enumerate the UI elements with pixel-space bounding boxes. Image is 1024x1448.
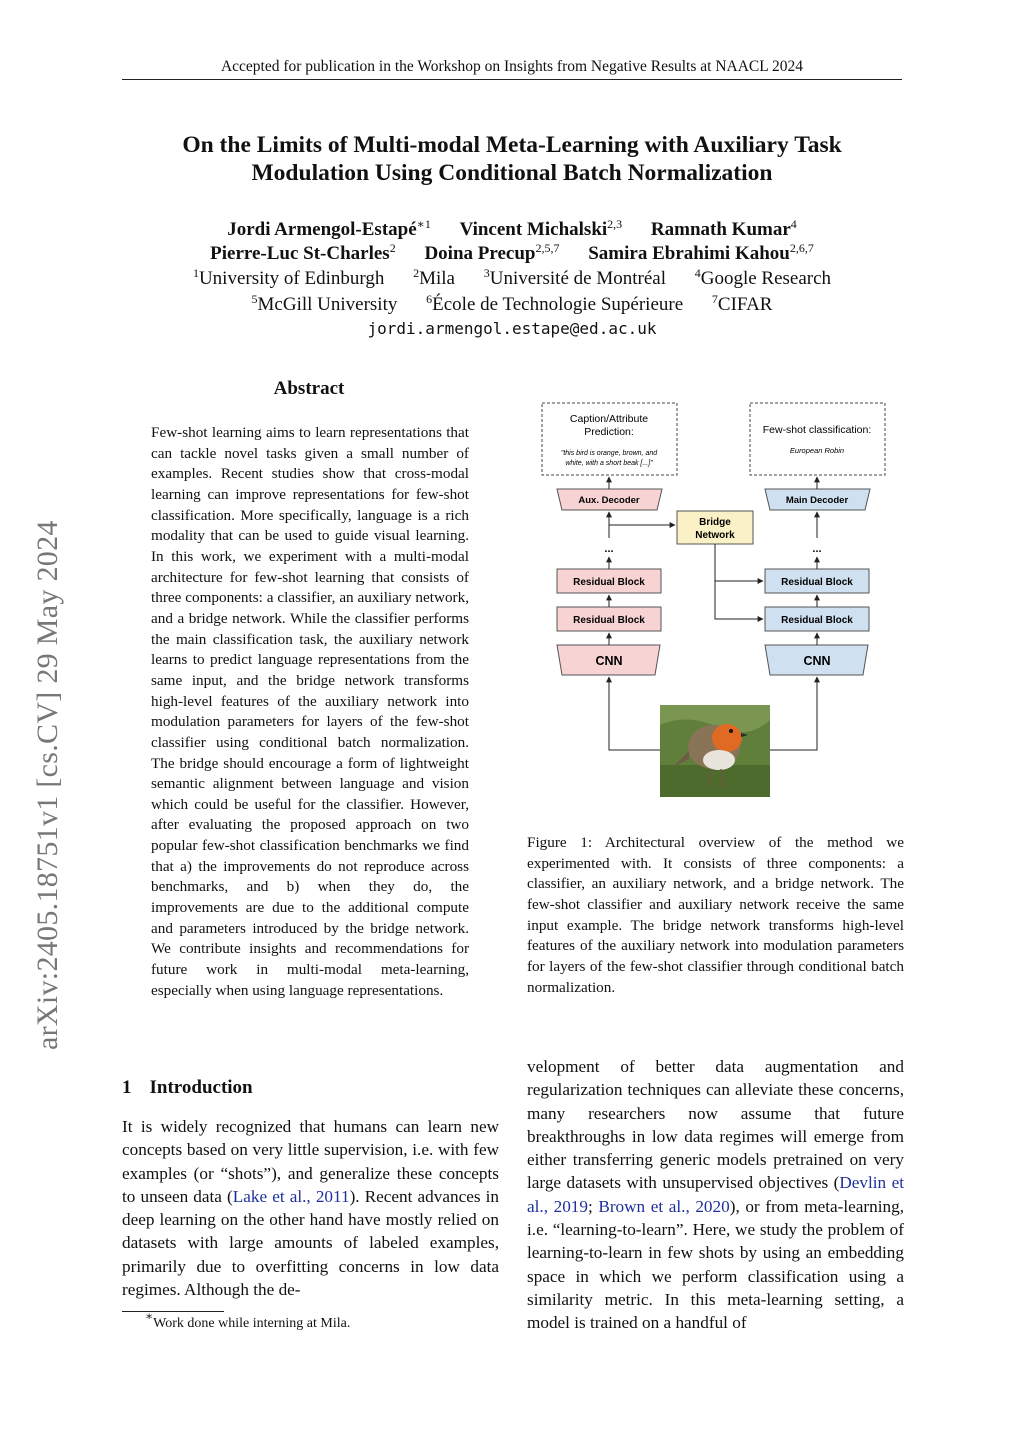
residual-block-label: Residual Block (573, 615, 645, 626)
bridge-label-1: Bridge (699, 517, 731, 528)
intro-paragraph-left: It is widely recognized that humans can learn new concepts based on very little supervision, i.e. with few examples (or “shots”), and generalize these concepts to unseen data (Lake et al., 2011). Recent advances in deep learning on the other hand have mostly relied on datasets with large amounts of labeled examples, primarily due to overfitting concerns in low data regimes. Although the de- (122, 1117, 499, 1300)
footnote-text: Work done while interning at Mila. (153, 1316, 351, 1331)
author: Vincent Michalski$^{2,3}$ (459, 217, 623, 240)
cnn-label: CNN (595, 654, 623, 668)
footnote-mark: ∗ (145, 1309, 154, 1323)
author-line-2 (122, 243, 902, 265)
affiliation: $^1$University of Edinburgh (192, 266, 385, 289)
venue-line: Accepted for publication in the Workshop on Insights from Negative Results at NAACL 2024 (220, 58, 804, 75)
citation-link[interactable]: Brown et al., 2020 (598, 1196, 730, 1216)
section-title: Introduction (149, 1077, 253, 1098)
caption-quote-line-1: "this bird is orange, brown, and (560, 450, 658, 457)
contact-email[interactable]: jordi.armengol.estape@ed.ac.uk (367, 319, 657, 338)
caption-prediction-title-1: Caption/Attribute (569, 413, 649, 425)
abstract-text: Few-shot learning aims to learn representations that can tackle novel tasks given a small number of examples. Recent studies show that cross-modal learning can improve representations for few-shot classification. More specifically, language is a rich modality that can be used to guide visual learning. In this work, we experiment with a multi-modal architecture for few-shot learning that consists of three components: a classifier, an auxiliary network, and a bridge network. While the classifier performs the main classification task, the auxiliary network learns to predict language representations from the same input, and the bridge network transforms high-level features of the auxiliary network into modulation parameters for layers of the few-shot classifier using conditional batch normalization. The bridge should encourage a form of lightweight semantic alignment between language and vision which could be useful for the classifier. However, after evaluating the proposed approach on two popular few-shot classification benchmarks we find that a) the improvements do not reproduce across benchmarks, and b) when they do, the improvements are due to the additional compute and parameters introduced by the bridge network. We contribute insights and recommendations for future work in multi-modal meta-learning, especially when using language representations. (151, 424, 469, 999)
robin-input-image (660, 705, 770, 797)
ellipsis-right: ... (812, 543, 822, 555)
affiliation: $^2$Mila (413, 266, 455, 289)
section-number: 1 (122, 1077, 132, 1098)
residual-block-label: Residual Block (573, 577, 645, 588)
aux-decoder-label: Aux. Decoder (578, 495, 640, 506)
title-line-2: Modulation Using Conditional Batch Normalization (251, 160, 773, 186)
author: Ramnath Kumar$^4$ (650, 217, 797, 240)
main-decoder-label: Main Decoder (785, 495, 849, 506)
caption-quote-line-2: white, with a short beak [...]" (565, 460, 653, 467)
caption-prediction-title-2: Prediction: (584, 426, 634, 438)
affiliation: $^4$Google Research (694, 266, 832, 289)
figure-caption: Figure 1: Architectural overview of the method we experimented with. It consists of three components: a classifier, an auxiliary network, and a bridge network. The few-shot classifier and auxiliary network receive the same input example. The bridge network transforms high-level features of the auxiliary network into modulation parameters for layers of the few-shot classifier through conditional batch normalization. (527, 834, 904, 996)
affiliation-line-1 (122, 268, 902, 290)
section-heading-introduction (122, 1077, 253, 1099)
affiliation: $^3$Université de Montréal (483, 266, 666, 289)
affiliation: $^6$École de Technologie Supérieure (426, 292, 684, 315)
citation-link[interactable]: Lake et al., 2011 (232, 1186, 350, 1206)
residual-block-label: Residual Block (781, 577, 853, 588)
author: Samira Ebrahimi Kahou$^{2,6,7}$ (588, 241, 814, 264)
class-label: European Robin (789, 446, 845, 455)
citation-link[interactable]: Devlin et al., 2019 (527, 1173, 904, 1216)
paper-title (122, 131, 902, 187)
affiliation-line-2 (122, 294, 902, 316)
arxiv-stamp: arXiv:2405.18751v1 [cs.CV] 29 May 2024 (31, 520, 64, 1050)
author-line-1 (122, 219, 902, 241)
affiliation: $^7$CIFAR (711, 292, 773, 315)
author: Pierre-Luc St-Charles$^2$ (210, 241, 396, 264)
few-shot-title: Few-shot classification: (762, 424, 872, 436)
footnote-rule (122, 1311, 224, 1312)
residual-block-label: Residual Block (781, 615, 853, 626)
footnote (145, 1309, 351, 1332)
bridge-label-2: Network (695, 530, 735, 541)
title-line-1: On the Limits of Multi-modal Meta-Learning with Auxiliary Task (182, 132, 842, 158)
abstract-heading: Abstract (273, 378, 345, 399)
header-rule (122, 79, 902, 80)
architecture-figure (527, 395, 907, 805)
affiliation: $^5$McGill University (251, 292, 398, 315)
author: Doina Precup$^{2,5,7}$ (424, 241, 560, 264)
cnn-label: CNN (803, 654, 831, 668)
ellipsis-left: ... (604, 543, 614, 555)
author: Jordi Armengol-Estapé$^{∗1}$ (227, 217, 431, 240)
few-shot-classification-box (750, 403, 885, 475)
intro-paragraph-right: velopment of better data augmentation and regularization techniques can alleviate these concerns, many researchers now assume that future breakthroughs in low data regimes will emerge from either transferring generic models pretrained on very large datasets with unsupervised objectives (Devlin et al., 2019; Brown et al., 2020), or from meta-learning, i.e. “learning-to-learn”. Here, we study the problem of learning-to-learn in few shots by using an embedding space in which we perform classification using a similarity metric. In this meta-learning setting, a model is trained on a handful of (527, 1057, 904, 1333)
